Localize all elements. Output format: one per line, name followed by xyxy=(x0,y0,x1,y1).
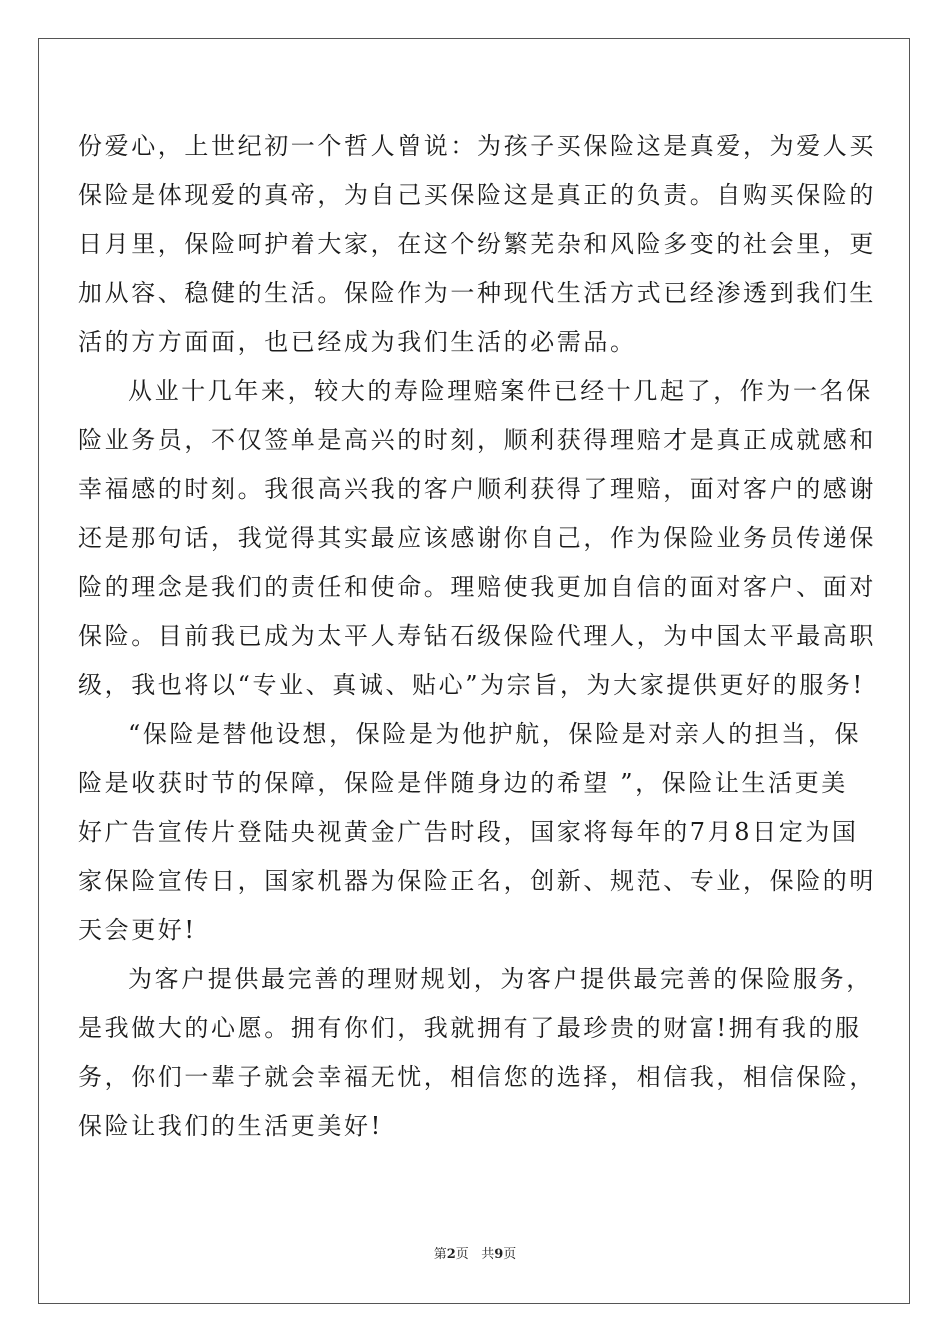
text-line: 好广告宣传片登陆央视黄金广告时段，国家将每年的7月8日定为国 xyxy=(78,818,859,846)
text-line: 是我做大的心愿。拥有你们，我就拥有了最珍贵的财富!拥有我的服 xyxy=(78,1014,862,1042)
paragraph-4 xyxy=(78,955,876,1151)
text-line: 级，我也将以“专业、真诚、贴心”为宗旨，为大家提供更好的服务! xyxy=(78,671,865,699)
text-line: “保险是替他设想，保险是为他护航，保险是对亲人的担当，保 xyxy=(128,720,862,748)
text-line: 加从容、稳健的生活。保险作为一种现代生活方式已经渗透到我们生 xyxy=(78,279,876,307)
paragraph-3 xyxy=(78,710,876,955)
text-line: 保险。目前我已成为太平人寿钻石级保险代理人，为中国太平最高职 xyxy=(78,622,876,650)
text-line: 为客户提供最完善的理财规划，为客户提供最完善的保险服务， xyxy=(128,965,873,993)
total-pages: 9 xyxy=(494,1247,504,1262)
total-suffix: 页 xyxy=(503,1247,517,1262)
page-prefix: 第 xyxy=(433,1247,447,1262)
document-body xyxy=(78,122,876,1151)
text-line: 险是收获时节的保障，保险是伴随身边的希望 ”，保险让生活更美 xyxy=(78,769,848,797)
text-line: 家保险宣传日，国家机器为保险正名，创新、规范、专业，保险的明 xyxy=(78,867,876,895)
text-line: 日月里，保险呵护着大家，在这个纷繁芜杂和风险多变的社会里，更 xyxy=(78,230,876,258)
text-line: 从业十几年来，较大的寿险理赔案件已经十几起了，作为一名保 xyxy=(128,377,873,405)
text-line: 天会更好! xyxy=(78,916,197,944)
text-line: 还是那句话，我觉得其实最应该感谢你自己，作为保险业务员传递保 xyxy=(78,524,876,552)
total-prefix: 共 xyxy=(481,1247,495,1262)
paragraph-2 xyxy=(78,367,876,710)
paragraph-1 xyxy=(78,122,876,367)
text-line: 保险是体现爱的真帝，为自己买保险这是真正的负责。自购买保险的 xyxy=(78,181,876,209)
text-line: 务，你们一辈子就会幸福无忧，相信您的选择，相信我，相信保险， xyxy=(78,1063,876,1091)
page-suffix: 页 xyxy=(455,1247,469,1262)
page-footer xyxy=(0,1243,950,1262)
page-number: 2 xyxy=(446,1247,456,1262)
text-line: 保险让我们的生活更美好! xyxy=(78,1112,383,1140)
text-line: 险的理念是我们的责任和使命。理赔使我更加自信的面对客户、面对 xyxy=(78,573,876,601)
text-line: 活的方方面面，也已经成为我们生活的必需品。 xyxy=(78,328,637,356)
text-line: 险业务员，不仅签单是高兴的时刻，顺利获得理赔才是真正成就感和 xyxy=(78,426,876,454)
text-line: 份爱心，上世纪初一个哲人曾说：为孩子买保险这是真爱，为爱人买 xyxy=(78,132,876,160)
text-line: 幸福感的时刻。我很高兴我的客户顺利获得了理赔，面对客户的感谢 xyxy=(78,475,876,503)
